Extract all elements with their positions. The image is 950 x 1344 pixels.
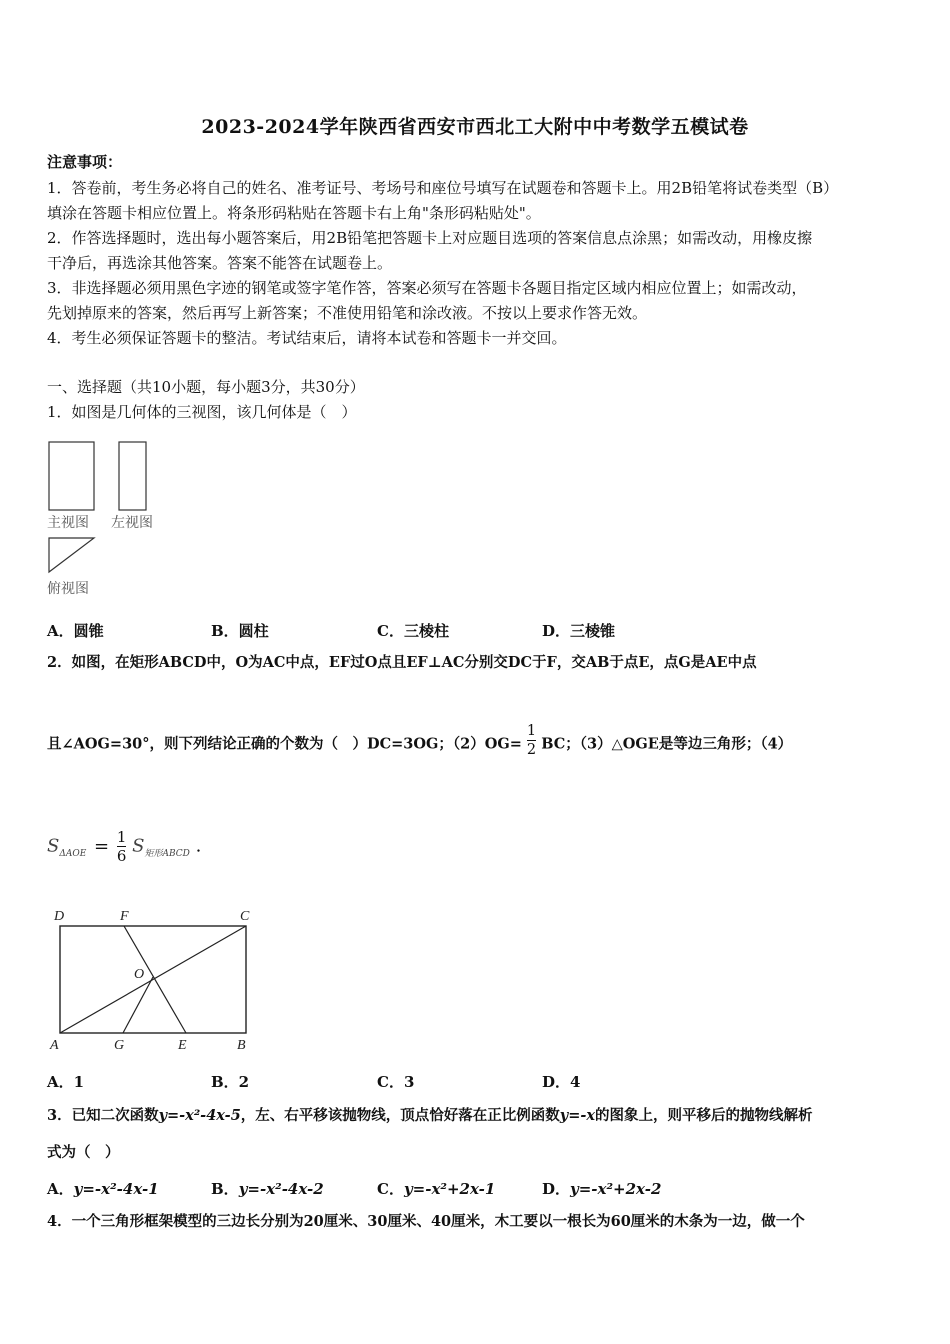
- option-letter: C．: [377, 1180, 404, 1198]
- left-view-rect: [119, 442, 146, 510]
- q2-text-pre: 且∠AOG=30°，则下列结论正确的个数为（ ）DC=3OG；（2）OG=: [47, 735, 522, 753]
- top-view-label: 俯视图: [47, 581, 89, 597]
- notice-line: 1．答卷前，考生务必将自己的姓名、准考证号、考场号和座位号填写在试题卷和答题卡上。用2B铅笔将试卷类型（B）: [47, 179, 839, 197]
- q3-option-c[interactable]: [377, 1178, 495, 1199]
- q2-text-post: BC；（3）△OGE是等边三角形；（4）: [541, 735, 793, 753]
- option-letter: B．: [211, 1180, 239, 1198]
- question-1-stem: 1．如图是几何体的三视图，该几何体是（ ）: [47, 403, 357, 421]
- fraction-numerator: 1: [526, 723, 537, 739]
- q2-option-c[interactable]: C．3: [377, 1073, 415, 1091]
- notice-line: 填涂在答题卡相应位置上。将条形码粘贴在答题卡右上角"条形码粘贴处"。: [47, 204, 541, 222]
- q3-option-d[interactable]: [542, 1178, 661, 1199]
- notice-line: 4．考生必须保证答题卡的整洁。考试结束后，请将本试卷和答题卡一并交回。: [47, 329, 567, 347]
- notice-line: 干净后，再选涂其他答案。答案不能答在试题卷上。: [47, 254, 393, 272]
- area-formula: [47, 828, 201, 865]
- q3-text-b: ，左、右平移该抛物线，顶点恰好落在正比例函数: [240, 1107, 560, 1124]
- front-view-label: 主视图: [47, 515, 89, 531]
- q1-option-b[interactable]: B．圆柱: [211, 622, 269, 640]
- label-f: F: [120, 909, 129, 924]
- front-view-rect: [49, 442, 94, 510]
- notice-heading: 注意事项：: [47, 153, 123, 171]
- segment-og: [123, 977, 153, 1033]
- option-expression: y=-x²-4x-2: [238, 1180, 324, 1198]
- question-3-line2: 式为（ ）: [47, 1144, 120, 1161]
- notice-line: 先划掉原来的答案，然后再写上新答案；不准使用铅笔和涂改液。不按以上要求作答无效。: [47, 304, 648, 322]
- option-expression: y=-x²+2x-2: [570, 1180, 662, 1198]
- q3-text-a: 3．已知二次函数: [47, 1107, 159, 1124]
- label-e: E: [178, 1038, 187, 1053]
- q3-option-b[interactable]: [211, 1178, 324, 1199]
- fraction-one-half: [527, 722, 536, 759]
- s-sub-rect: 矩形ABCD: [144, 849, 190, 860]
- q1-option-c[interactable]: C．三棱柱: [377, 622, 449, 640]
- question-2-stem: 2．如图，在矩形ABCD中，O为AC中点，EF过O点且EF⊥AC分别交DC于F，交AB于点E，点G是AE中点: [47, 654, 757, 671]
- label-g: G: [114, 1038, 125, 1053]
- s-sub-aoe: ΔAOE: [59, 849, 87, 860]
- q3-option-a[interactable]: [47, 1178, 159, 1199]
- question-4-stem: 4．一个三角形框架模型的三边长分别为20厘米、30厘米、40厘米，木工要以一根长为60厘米的木条为一边，做一个: [47, 1213, 805, 1230]
- label-d: D: [54, 909, 65, 924]
- diagonal-ac: [60, 926, 246, 1033]
- fraction-denominator: 6: [116, 847, 127, 865]
- question-2-line2: [47, 723, 793, 763]
- q1-option-a[interactable]: A．圆锥: [47, 622, 104, 640]
- notice-line: 2．作答选择题时，选出每小题答案后，用2B铅笔把答题卡上对应题目选项的答案信息点涂黑；如需改动，用橡皮擦: [47, 229, 813, 247]
- notice-line: 3．非选择题必须用黑色字迹的钢笔或签字笔作答，答案必须写在答题卡各题目指定区域内相应位置上；如需改动，: [47, 279, 807, 297]
- fraction-one-sixth: [117, 828, 127, 865]
- q3-function: y=-x²-4x-5: [158, 1107, 241, 1124]
- option-letter: A．: [47, 1180, 74, 1198]
- q1-option-d[interactable]: D．三棱锥: [542, 622, 616, 640]
- fraction-denominator: 2: [526, 742, 537, 758]
- label-a: A: [50, 1038, 59, 1053]
- option-expression: y=-x²+2x-1: [403, 1180, 496, 1198]
- left-view-label: 左视图: [111, 515, 153, 531]
- q2-option-d[interactable]: D．4: [542, 1073, 581, 1091]
- period: .: [195, 835, 202, 857]
- q3-linear-function: y=-x: [559, 1107, 596, 1124]
- fraction-numerator: 1: [116, 828, 127, 846]
- q2-option-b[interactable]: B．2: [211, 1073, 250, 1091]
- option-letter: D．: [542, 1180, 571, 1198]
- rectangle-figure: [44, 904, 269, 1056]
- s-symbol: S: [47, 835, 60, 857]
- page-title: 2023-2024学年陕西省西安市西北工大附中中考数学五模试卷: [201, 116, 749, 138]
- top-view-triangle: [49, 538, 94, 572]
- equals-sign: =: [94, 835, 110, 857]
- s-symbol: S: [132, 835, 145, 857]
- section-heading: 一、选择题（共10小题，每小题3分，共30分）: [47, 378, 365, 396]
- label-c: C: [240, 909, 250, 924]
- q3-text-c: 的图象上，则平移后的抛物线解析: [595, 1107, 813, 1124]
- label-b: B: [237, 1038, 246, 1053]
- question-3-stem: [47, 1106, 813, 1126]
- q2-option-a[interactable]: A．1: [47, 1073, 85, 1091]
- label-o: O: [134, 967, 145, 982]
- option-expression: y=-x²-4x-1: [73, 1180, 159, 1198]
